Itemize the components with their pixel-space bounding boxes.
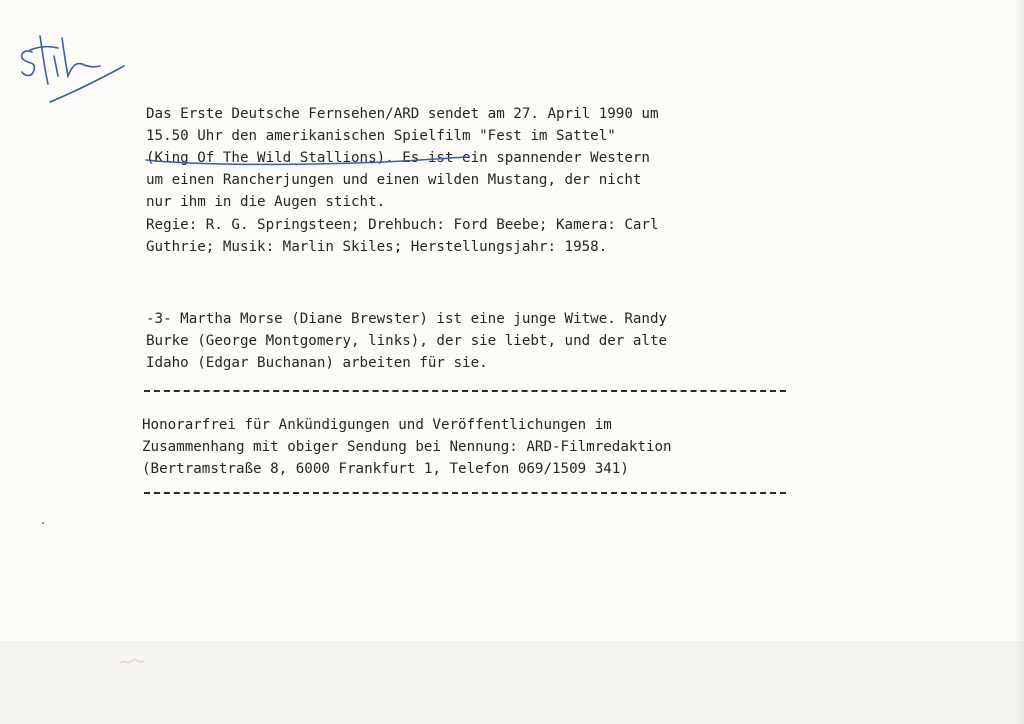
title-underline-pen-mark	[144, 154, 468, 168]
text-line: Regie: R. G. Springsteen; Drehbuch: Ford Beebe; Kamera: Carl	[146, 217, 659, 233]
paper-speck	[42, 522, 44, 524]
paper-lower-band	[0, 642, 1024, 724]
text-line: -3- Martha Morse (Diane Brewster) ist eine junge Witwe. Randy	[146, 311, 668, 327]
text-line: Guthrie; Musik: Marlin Skiles; Herstellungsjahr: 1958.	[146, 239, 608, 255]
paper-edge-shadow	[1014, 0, 1024, 724]
text-line: 15.50 Uhr den amerikanischen Spielfilm "Fest im Sattel"	[146, 128, 616, 144]
text-line: um einen Rancherjungen und einen wilden Mustang, der nicht	[146, 172, 642, 188]
text-line: nur ihm in die Augen sticht.	[146, 194, 386, 210]
text-line: Idaho (Edgar Buchanan) arbeiten für sie.	[146, 355, 488, 371]
text-line: Burke (George Montgomery, links), der sie liebt, und der alte	[146, 333, 668, 349]
paper-smudge	[118, 655, 146, 669]
credits-paragraph	[146, 214, 659, 258]
text-line: (Bertramstraße 8, 6000 Frankfurt 1, Telefon 069/1509 341)	[142, 461, 629, 477]
text-line: (King Of The Wild Stallions). Es ist ein spannender Western	[146, 150, 650, 166]
dashed-separator-bottom	[144, 492, 786, 494]
photo-caption	[146, 308, 667, 374]
text-line: Zusammenhang mit obiger Sendung bei Nennung: ARD-Filmredaktion	[142, 439, 672, 455]
copyright-notice	[142, 414, 672, 480]
dashed-separator-top	[144, 390, 786, 392]
text-line: Das Erste Deutsche Fernsehen/ARD sendet am 27. April 1990 um	[146, 106, 659, 122]
text-line: Honorarfrei für Ankündigungen und Veröffentlichungen im	[142, 417, 612, 433]
handwritten-film-note	[12, 26, 132, 106]
